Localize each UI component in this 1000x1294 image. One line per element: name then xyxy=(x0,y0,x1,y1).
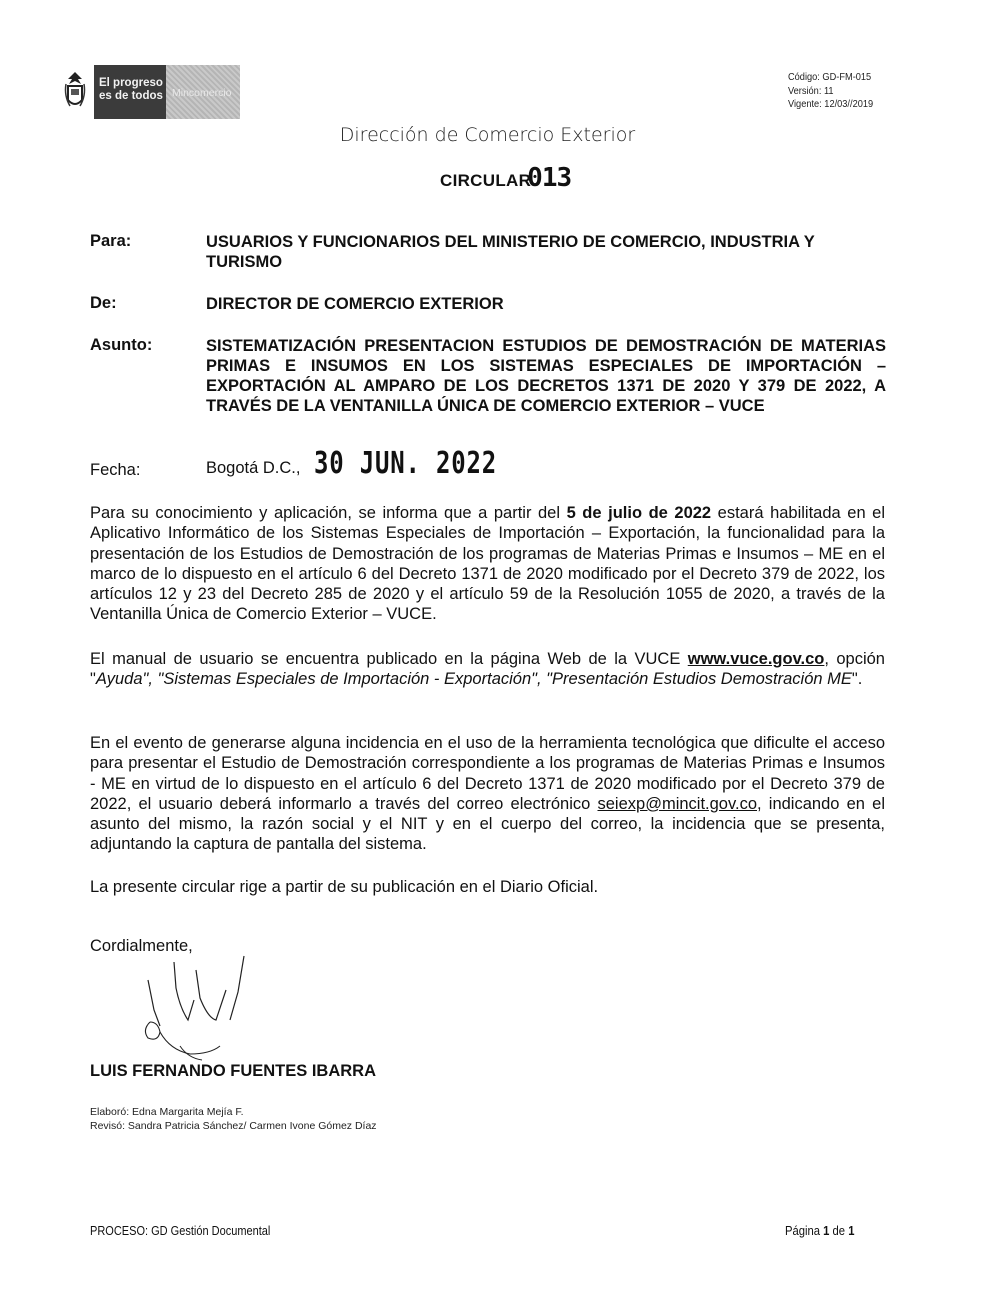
p3-text-a: En el evento de generarse alguna incidencia en el uso de la herramienta tecnológica que dificulte el acceso para presentar el Estudio de Demostración correspondiente a los programas de Materias Primas e Insumos - ME en virtud de lo dispuesto en el artículo 6 del Decreto 1371 de 2020 modificado por el Decreto 379 de 2022, el usuario deberá informarlo a través del correo electrónico xyxy=(90,734,885,813)
de-label: De: xyxy=(90,294,117,312)
closing: Cordialmente, xyxy=(90,937,193,955)
elaboro-credit: Elaboró: Edna Margarita Mejía F. xyxy=(90,1106,244,1118)
handwritten-signature xyxy=(130,950,270,1070)
vuce-link[interactable]: www.vuce.gov.co xyxy=(687,650,825,668)
department-title: Dirección de Comercio Exterior xyxy=(339,124,636,146)
page-total: 1 xyxy=(848,1224,855,1238)
p1-date-bold: 5 de julio de 2022 xyxy=(566,504,712,522)
document-code-block xyxy=(788,71,873,112)
page-mid: de xyxy=(829,1224,849,1238)
para-value: USUARIOS Y FUNCIONARIOS DEL MINISTERIO DE COMERCIO, INDUSTRIA Y TURISMO xyxy=(206,233,815,271)
footer-process: PROCESO: GD Gestión Documental xyxy=(90,1224,271,1238)
circular-number: 013 xyxy=(527,163,572,193)
footer-page-number xyxy=(785,1224,854,1238)
circular-heading xyxy=(440,163,571,193)
document-valid-date: Vigente: 12/03//2019 xyxy=(788,98,874,110)
reviso-credit: Revisó: Sandra Patricia Sánchez/ Carmen Ivone Gómez Díaz xyxy=(90,1120,377,1132)
logo-line-2: es de todos xyxy=(99,90,163,102)
paragraph-4: La presente circular rige a partir de su publicación en el Diario Oficial. xyxy=(90,878,599,896)
para-label: Para: xyxy=(90,232,132,250)
fecha-value xyxy=(206,446,543,481)
paragraph-2 xyxy=(90,649,885,690)
page-prefix: Página xyxy=(785,1224,824,1238)
p2-text-b: , opción " xyxy=(90,650,885,689)
signer-name: LUIS FERNANDO FUENTES IBARRA xyxy=(90,1062,377,1080)
p3-text-b: , indicando en el asunto del mismo, la razón social y el NIT y en el cuerpo del correo, la incidencia que se presenta, adjuntando la captura de pantalla del sistema. xyxy=(90,794,885,854)
asunto-value: SISTEMATIZACIÓN PRESENTACION ESTUDIOS DE DEMOSTRACIÓN DE MATERIAS PRIMAS E INSUMOS EN LOS SISTEMAS ESPECIALES DE IMPORTACIÓN – EXPORTACIÓN AL AMPARO DE LOS DECRETOS 1371 DE 2020 Y 379 DE 2022, A TRAVÉS DE LA VENTANILLA ÚNICA DE COMERCIO EXTERIOR – VUCE xyxy=(206,337,886,415)
document-version: Versión: 11 xyxy=(788,84,834,97)
coat-of-arms-icon xyxy=(62,70,88,114)
date-stamp: 30 JUN. 2022 xyxy=(314,446,498,481)
paragraph-3 xyxy=(90,733,885,855)
logo-banner xyxy=(94,65,240,119)
logo-line-1: El progreso xyxy=(99,77,163,89)
p1-text-b: estará habilitada en el Aplicativo Informático de los Sistemas Especiales de Importación – Exportación, la funcionalidad para la presentación de los Estudios de Demostración de los programas de Materias Primas e Insumos – ME en el marco de lo dispuesto en el artículo 6 del Decreto 1371 de 2020 modificado por el Decreto 379 de 2022, los artículos 12 y 23 del Decreto 285 de 2020 y el artículo 59 de la Resolución 1055 de 2020, a través de la Ventanilla Única de Comercio Exterior – VUCE. xyxy=(90,504,886,624)
fecha-label: Fecha: xyxy=(90,461,141,479)
email-link[interactable]: seiexp@mincit.gov.co xyxy=(597,794,758,813)
logo-ministry-name: Mincomercio xyxy=(166,65,240,119)
asunto-label: Asunto: xyxy=(90,336,153,354)
paragraph-1 xyxy=(90,503,885,625)
page-current: 1 xyxy=(823,1224,830,1238)
fecha-city: Bogotá D.C., xyxy=(206,459,301,477)
p2-text-c: ". xyxy=(851,670,863,689)
document-code: Código: GD-FM-015 xyxy=(788,71,872,83)
circular-label: CIRCULAR xyxy=(440,171,532,190)
p1-text-a: Para su conocimiento y aplicación, se informa que a partir del xyxy=(90,504,567,522)
de-value: DIRECTOR DE COMERCIO EXTERIOR xyxy=(206,295,504,313)
logo-slogan xyxy=(94,65,166,119)
ministry-logo xyxy=(62,64,240,120)
p2-text-a: El manual de usuario se encuentra publicado en la página Web de la VUCE xyxy=(90,650,688,668)
p2-italic: Ayuda", "Sistemas Especiales de Importación - Exportación", "Presentación Estudios Demostración ME xyxy=(95,670,852,689)
